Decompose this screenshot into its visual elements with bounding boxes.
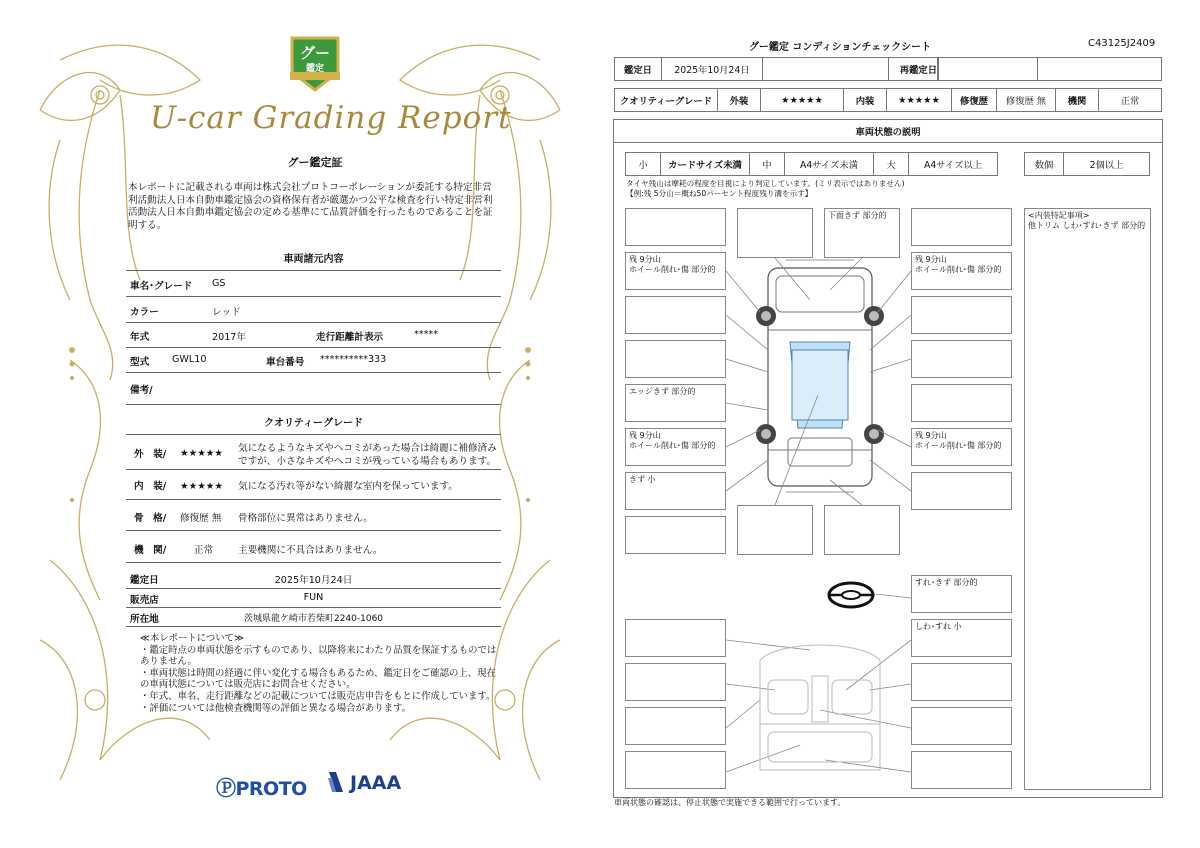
sheet-interior-stars: ★★★★★ bbox=[886, 88, 952, 112]
divider bbox=[126, 322, 501, 323]
divider bbox=[126, 530, 501, 531]
quality-exterior-label: 外 装/ bbox=[134, 449, 167, 460]
car-interior-diagram bbox=[750, 640, 890, 780]
sheet-repair-label: 修復歴 bbox=[951, 88, 997, 112]
size-mid-label: 中 bbox=[749, 152, 785, 176]
note-item: ・車両状態は時間の経過に伴い変化する場合もあるため、鑑定日をご確認の上、現在の車両状態については販売店にお問合せください。 bbox=[140, 667, 496, 691]
size-mid-desc: A4サイズ未満 bbox=[784, 152, 874, 176]
tire-rr-tread: 残 9分山 bbox=[915, 431, 947, 440]
seat-wear-text: しわ･すれ 小 bbox=[915, 622, 962, 631]
divider bbox=[126, 270, 501, 271]
steering-scratch-text: すれ･きず 部分的 bbox=[915, 578, 978, 587]
scratch-small-text: きず 小 bbox=[629, 475, 656, 484]
tire-rl-wheel: ホイール削れ･傷 部分的 bbox=[629, 441, 716, 450]
spec-year-label: 年式 bbox=[130, 332, 150, 343]
sheet-exterior-stars: ★★★★★ bbox=[760, 88, 844, 112]
quality-engine-value: 正常 bbox=[194, 545, 214, 556]
spec-chassis-value: **********333 bbox=[320, 354, 387, 365]
jaaa-logo: JAAA bbox=[350, 772, 402, 794]
quality-row-exterior bbox=[126, 440, 501, 470]
spec-model-value: GWL10 bbox=[172, 354, 207, 365]
tire-fl-wheel: ホイール削れ･傷 部分的 bbox=[629, 265, 716, 274]
leader-lines bbox=[600, 0, 1200, 848]
quality-engine-comment: 主要機関に不具合はありません。 bbox=[238, 545, 383, 556]
spec-color-value: レッド bbox=[212, 307, 241, 318]
count-label: 数個 bbox=[1024, 152, 1064, 176]
sheet-reinspect-label: 再鑑定日 bbox=[899, 65, 937, 76]
size-large-label: 大 bbox=[873, 152, 909, 176]
quality-interior-stars: ★★★★★ bbox=[180, 481, 224, 492]
condition-check-sheet bbox=[600, 0, 1200, 848]
footer-dealer-label: 販売店 bbox=[130, 595, 159, 606]
tire-rl-tread: 残 9分山 bbox=[629, 431, 661, 440]
spec-name-value: GS bbox=[212, 278, 226, 289]
divider bbox=[126, 499, 501, 500]
tire-note-1: タイヤ残山は摩耗の程度を目視により判定しています。(ミリ表示ではありません) bbox=[626, 179, 905, 188]
quality-engine-label: 機 関/ bbox=[134, 545, 167, 556]
spec-year-value: 2017年 bbox=[212, 332, 247, 343]
quality-exterior-stars: ★★★★★ bbox=[180, 448, 224, 459]
sheet-repair-value: 修復歴 無 bbox=[996, 88, 1056, 112]
goo-badge-icon bbox=[286, 32, 344, 94]
tire-fr-wheel: ホイール削れ･傷 部分的 bbox=[915, 265, 1002, 274]
edge-scratch-text: エッジきず 部分的 bbox=[629, 387, 696, 396]
spec-model-label: 型式 bbox=[130, 357, 150, 368]
count-value: 2個以上 bbox=[1063, 152, 1150, 176]
certificate-title: グー鑑定証 bbox=[287, 156, 343, 169]
sheet-footer-note: 車両状態の確認は、停止状態で実施できる範囲で行っています。 bbox=[614, 798, 846, 807]
footer-address-value: 茨城県龍ケ崎市若柴町2240-1060 bbox=[243, 614, 384, 624]
note-item: ・評価については他検査機関等の評価と異なる場合があります。 bbox=[140, 702, 411, 714]
report-notes bbox=[140, 633, 500, 714]
quality-section-title: クオリティーグレード bbox=[264, 418, 363, 429]
tire-rr-wheel: ホイール削れ･傷 部分的 bbox=[915, 441, 1002, 450]
spec-chassis-label: 車台番号 bbox=[266, 357, 305, 368]
size-small-desc: カードサイズ未満 bbox=[660, 152, 750, 176]
sheet-date-label: 鑑定日 bbox=[614, 57, 662, 81]
interior-notes-text: 他トリム しわ･すれ･きず 部分的 bbox=[1028, 221, 1146, 230]
sheet-code: C43125J2409 bbox=[1088, 38, 1156, 49]
interior-notes-title: <内装特記事項> bbox=[1028, 211, 1090, 220]
quality-interior-comment: 気になる汚れ等がない綺麗な室内を保っています。 bbox=[238, 481, 458, 492]
steering-wheel-icon bbox=[826, 580, 876, 610]
footer-address-label: 所在地 bbox=[130, 614, 159, 625]
divider bbox=[126, 607, 501, 608]
divider bbox=[126, 372, 501, 373]
footer-dealer-value: FUN bbox=[303, 592, 324, 603]
quality-frame-label: 骨 格/ bbox=[134, 513, 167, 524]
spec-name-label: 車名･グレード bbox=[130, 281, 193, 292]
condition-title: 車両状態の説明 bbox=[613, 119, 1163, 143]
tire-fl-tread: 残 9分山 bbox=[629, 255, 661, 264]
divider bbox=[126, 562, 501, 563]
note-item: ・年式、車名、走行距離などの記載については販売店申告をもとに作成しています。 bbox=[140, 690, 496, 702]
spec-color-label: カラー bbox=[130, 307, 159, 318]
report-script-title: U-car Grading Report bbox=[150, 100, 512, 136]
spec-odometer-value: ***** bbox=[414, 329, 438, 340]
svg-text:鑑定: 鑑定 bbox=[305, 64, 325, 74]
sheet-engine-value: 正常 bbox=[1098, 88, 1162, 112]
underside-scratch-text: 下面きず 部分的 bbox=[828, 211, 887, 220]
divider bbox=[126, 469, 501, 470]
divider bbox=[126, 347, 501, 348]
spec-remarks-label: 備考/ bbox=[130, 385, 153, 396]
quality-frame-comment: 骨格部位に異常はありません。 bbox=[238, 513, 373, 524]
divider bbox=[126, 404, 501, 405]
specs-section-title: 車両諸元内容 bbox=[283, 254, 344, 265]
tire-note-2: 【例:残 5分山＝概ね50パーセント程度残り溝を示す】 bbox=[626, 189, 813, 198]
quality-exterior-comment-1: 気になるようなキズやヘコミがあった場合は綺麗に補修済み bbox=[238, 443, 497, 454]
quality-exterior-comment-2: ですが、小さなキズやヘコミが残っている場合もあります。 bbox=[238, 456, 497, 467]
certificate-intro: 本レポートに記載される車両は株式会社プロトコーポレーションが委託する特定非営利活動法人日本自動車鑑定協会の資格保有者が厳選かつ公平な検査を行い特定非営利活動法人日本自動車鑑定協会の定める基準にて品質評価を行ったものであることを証明する。 bbox=[128, 182, 493, 231]
sheet-engine-label: 機関 bbox=[1055, 88, 1099, 112]
divider bbox=[126, 296, 501, 297]
note-item: ・鑑定時点の車両状態を示すものであり、以降将来にわたり品質を保証するものではありません。 bbox=[140, 644, 497, 668]
svg-text:グー: グー bbox=[299, 44, 331, 62]
divider bbox=[126, 626, 501, 627]
footer-date-value: 2025年10月24日 bbox=[274, 575, 353, 586]
size-small-label: 小 bbox=[625, 152, 661, 176]
sheet-exterior-label: 外装 bbox=[717, 88, 761, 112]
sheet-quality-label: クオリティーグレード bbox=[614, 88, 718, 112]
quality-interior-label: 内 装/ bbox=[134, 481, 167, 492]
notes-title: ≪本レポートについて≫ bbox=[140, 633, 244, 644]
quality-frame-value: 修復歴 無 bbox=[180, 513, 222, 524]
sheet-interior-label: 内装 bbox=[843, 88, 887, 112]
jaaa-mark-icon bbox=[326, 770, 346, 794]
tire-fr-tread: 残 9分山 bbox=[915, 255, 947, 264]
divider bbox=[126, 588, 501, 589]
divider bbox=[126, 434, 501, 435]
sheet-date-value: 2025年10月24日 bbox=[661, 57, 763, 81]
proto-logo: ⓅPROTO bbox=[216, 776, 307, 800]
footer-date-label: 鑑定日 bbox=[130, 575, 159, 586]
sheet-title: グー鑑定 コンディションチェックシート bbox=[748, 42, 932, 53]
spec-odometer-label: 走行距離計表示 bbox=[316, 332, 384, 343]
size-large-desc: A4サイズ以上 bbox=[908, 152, 998, 176]
